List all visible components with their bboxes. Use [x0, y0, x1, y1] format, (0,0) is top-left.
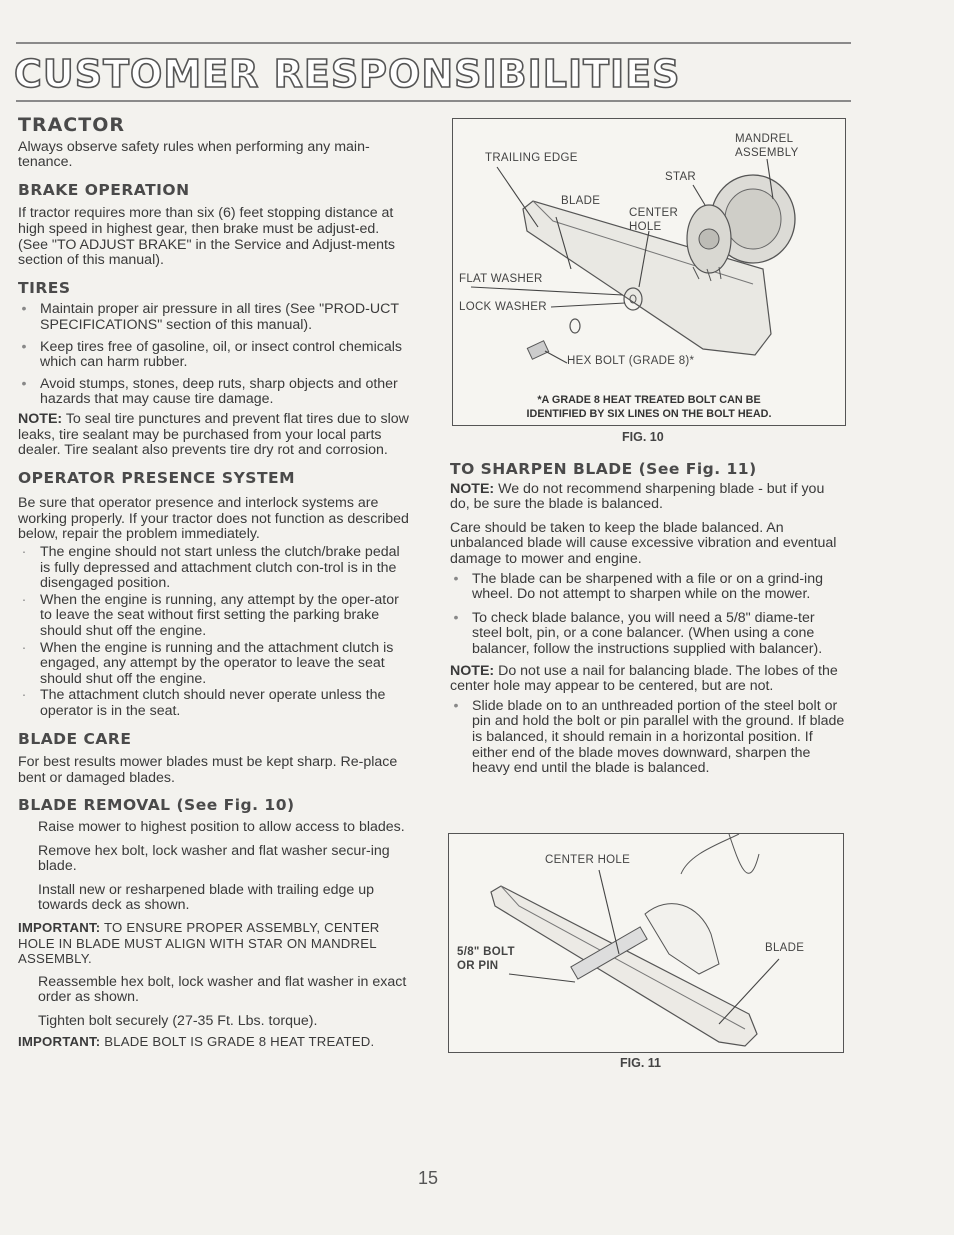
bullet-icon: ·	[21, 687, 27, 704]
operator-text: Be sure that operator presence and interlock systems are working properly. If your tractor does not function as described below, repair the problem immediately.	[18, 495, 409, 543]
fig10-caption: FIG. 10	[622, 430, 664, 444]
title-rule	[16, 100, 851, 102]
operator-list	[18, 545, 413, 720]
list-item: · When the engine is running, any attempt by the oper-ator to leave the seat without first setting the parking brake should shut off the engine.	[18, 593, 413, 640]
sharpen-text: Care should be taken to keep the blade balanced. An unbalanced blade will cause excessive vibration and eventual damage to mower and engine.	[450, 519, 837, 567]
removal-step: Reassemble hex bolt, lock washer and flat washer in exact order as shown.	[38, 973, 407, 1006]
right-column	[450, 462, 846, 777]
list-item: · The engine should not start unless the clutch/brake pedal is fully depressed and attachment clutch con-trol is in the disengaged position.	[18, 545, 413, 592]
bullet-icon: •	[21, 301, 27, 318]
label-blade: BLADE	[561, 195, 601, 207]
bullet-icon: •	[21, 338, 27, 355]
list-item: · When the engine is running and the attachment clutch is engaged, any attempt by the operator to leave the seat should shut off the engine.	[18, 641, 413, 688]
bullet-icon: •	[453, 570, 459, 587]
sharpen-heading: TO SHARPEN BLADE (See Fig. 11)	[450, 460, 757, 478]
list-item: • To check blade balance, you will need a 5/8" diame-ter steel bolt, pin, or a cone balancer. (When using a cone balancer, follow the instructions supplied with balancer).	[450, 611, 846, 658]
label-assembly: ASSEMBLY	[735, 147, 799, 159]
removal-step: Tighten bolt securely (27-35 Ft. Lbs. torque).	[38, 1012, 318, 1029]
bullet-icon: ·	[21, 544, 27, 561]
fig11-box	[448, 833, 844, 1053]
label-center-hole: CENTER HOLE	[545, 854, 631, 866]
bullet-icon: •	[21, 375, 27, 392]
label-hex-bolt: HEX BOLT (GRADE 8)*	[567, 355, 695, 367]
list-item: • Keep tires free of gasoline, oil, or insect control chemicals which can harm rubber.	[18, 340, 413, 371]
fig11-caption: FIG. 11	[620, 1056, 661, 1070]
label-bolt: 5/8" BOLT	[457, 946, 515, 958]
fig10-box	[452, 118, 846, 426]
left-column	[18, 114, 413, 1049]
label-flat-washer: FLAT WASHER	[459, 273, 543, 285]
important-note-2: IMPORTANT: BLADE BOLT IS GRADE 8 HEAT TREATED.	[18, 1033, 375, 1049]
bullet-icon: ·	[21, 639, 27, 656]
blade-care-text: For best results mower blades must be kept sharp. Re-place bent or damaged blades.	[18, 754, 398, 786]
fig10-footnote: *A GRADE 8 HEAT TREATED BOLT CAN BE IDENTIFIED BY SIX LINES ON THE BOLT HEAD.	[526, 394, 772, 420]
tractor-heading: TRACTOR	[18, 114, 125, 136]
label-or-pin: OR PIN	[457, 960, 499, 972]
important-note-1: IMPORTANT: TO ENSURE PROPER ASSEMBLY, CENTER HOLE IN BLADE MUST ALIGN WITH STAR ON MANDREL ASSEMBLY.	[18, 919, 380, 967]
removal-step: Remove hex bolt, lock washer and flat washer secur-ing blade.	[38, 842, 390, 875]
list-item: • Slide blade on to an unthreaded portion of the steel bolt or pin and hold the bolt or pin parallel with the ground. If blade is balanced, it should remain in a horizontal position. If either end of the blade moves downward, sharpen the heavy end until the blade is balanced.	[450, 699, 846, 777]
list-item: · The attachment clutch should never operate unless the operator is in the seat.	[18, 688, 413, 719]
label-center: CENTER	[629, 207, 679, 219]
tires-heading: TIRES	[18, 278, 71, 297]
label-trailing-edge: TRAILING EDGE	[485, 152, 578, 164]
tractor-text: Always observe safety rules when performing any main-tenance.	[18, 138, 370, 171]
page-title: CUSTOMER RESPONSIBILITIES	[14, 52, 681, 96]
bullet-icon: ·	[21, 591, 27, 608]
tires-list	[18, 302, 413, 408]
label-blade: BLADE	[765, 942, 805, 954]
operator-heading: OPERATOR PRESENCE SYSTEM	[18, 468, 296, 487]
blade-removal-heading: BLADE REMOVAL (See Fig. 10)	[18, 796, 295, 815]
removal-step: Raise mower to highest position to allow access to blades.	[38, 818, 405, 835]
bullet-icon: •	[453, 609, 459, 626]
sharpen-list	[450, 572, 846, 658]
label-lock-washer: LOCK WASHER	[459, 301, 547, 313]
list-item: • Avoid stumps, stones, deep ruts, sharp objects and other hazards that may cause tire damage.	[18, 377, 413, 408]
list-item: • Maintain proper air pressure in all tires (See "PROD-UCT SPECIFICATIONS" section of this manual).	[18, 302, 413, 333]
blade-care-heading: BLADE CARE	[18, 729, 132, 748]
top-rule	[16, 42, 851, 44]
blade-assembly-illustration	[453, 119, 845, 425]
brake-heading: BRAKE OPERATION	[18, 180, 190, 199]
removal-step: Install new or resharpened blade with trailing edge up towards deck as shown.	[38, 881, 374, 914]
page-number: 15	[418, 1168, 439, 1188]
sharpen-note-1: NOTE: We do not recommend sharpening blade - but if you do, be sure the blade is balanced.	[450, 480, 825, 513]
label-hole: HOLE	[629, 221, 662, 233]
sharpen-note-2: NOTE: Do not use a nail for balancing blade. The lobes of the center hole may appear to be centered, but are not.	[450, 662, 838, 695]
tires-note: NOTE: To seal tire punctures and prevent flat tires due to slow leaks, tire sealant may be purchased from your local parts dealer. Tire sealant also prevents tire dry rot and corrosion.	[18, 410, 409, 459]
brake-text: If tractor requires more than six (6) feet stopping distance at high speed in highest gear, then brake must be adjust-ed. (See "TO ADJUST BRAKE" in the Service and Adjust-ments section of this manual).	[18, 205, 396, 269]
label-mandrel: MANDREL	[735, 133, 794, 145]
list-item: • The blade can be sharpened with a file or on a grind-ing wheel. Do not attempt to sharpen while on the mower.	[450, 572, 846, 603]
label-star: STAR	[665, 171, 697, 183]
sharpen-list-2	[450, 699, 846, 777]
bullet-icon: •	[453, 697, 459, 714]
